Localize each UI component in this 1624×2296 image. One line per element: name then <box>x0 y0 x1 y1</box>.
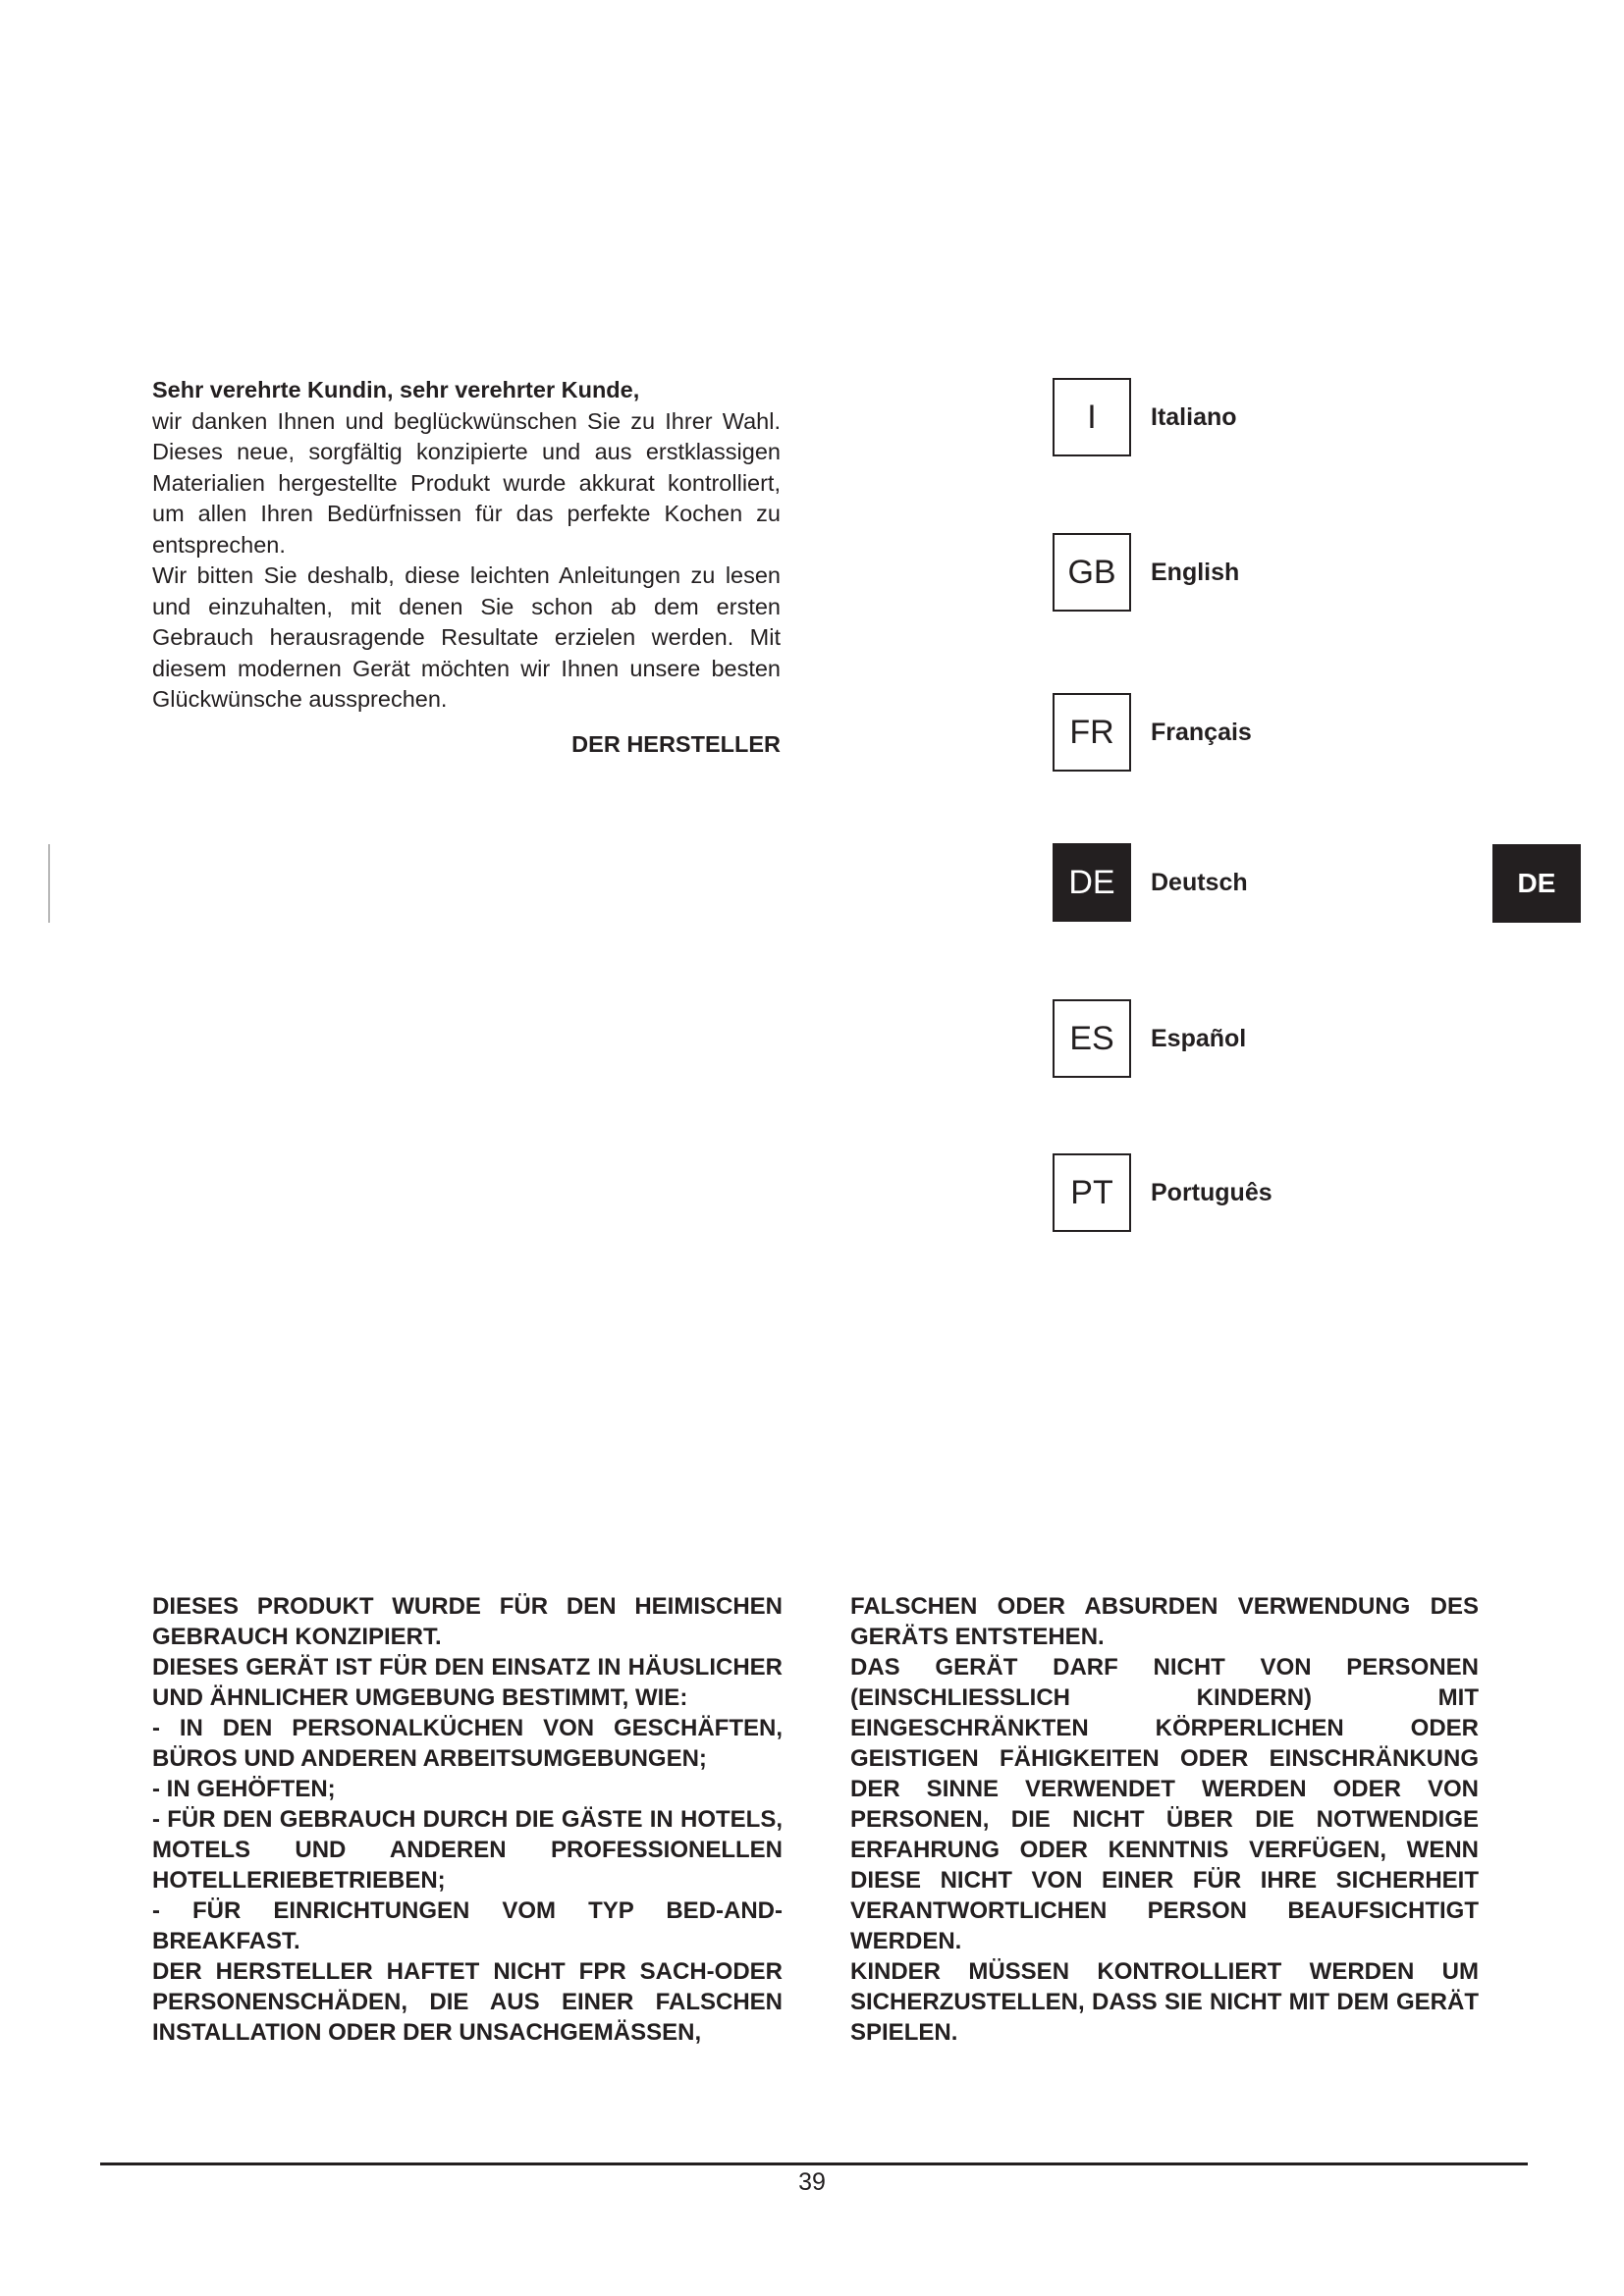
language-item-portugues[interactable] <box>1053 1153 1272 1232</box>
intro-paragraph: Wir bitten Sie deshalb, diese leichten Anleitungen zu lesen und einzuhalten, mit denen Sie schon ab dem ersten Gebrauch herausragende Resultate erzielen werden. Mit diesem modernen Gerät möchten wir Ihnen unsere besten Glückwünsche aussprechen. <box>152 562 781 712</box>
language-name: Italiano <box>1151 402 1237 431</box>
language-code-box: I <box>1053 378 1131 456</box>
safety-notice-paragraph: - IN DEN PERSONALKÜCHEN VON GESCHÄFTEN, BÜROS UND ANDEREN ARBEITSUMGEBUNGEN; <box>152 1715 783 1772</box>
safety-notice-paragraph: DAS GERÄT DARF NICHT VON PERSONEN (EINSCHLIESSLICH KINDERN) MIT EINGESCHRÄNKTEN KÖRPERLICHEN ODER GEISTIGEN FÄHIGKEITEN ODER EINSCHRÄNKUNG DER SINNE VERWENDET WERDEN ODER VON PERSONEN, DIE NICHT ÜBER DIE NOTWENDIGE ERFAHRUNG ODER KENNTNIS VERFÜGEN, WENN DIESE NICHT VON EINER FÜR IHRE SICHERHEIT VERANTWORTLICHEN PERSON BEAUFSICHTIGT WERDEN. <box>850 1654 1479 1954</box>
section-thumb-tab[interactable]: DE <box>1492 844 1581 923</box>
language-name: Deutsch <box>1151 868 1248 896</box>
language-code-box-active: DE <box>1053 843 1131 922</box>
language-name: English <box>1151 558 1240 586</box>
language-name: Español <box>1151 1024 1247 1052</box>
language-item-english[interactable] <box>1053 533 1239 612</box>
language-item-francais[interactable] <box>1053 693 1252 772</box>
safety-notice-paragraph: DIESES GERÄT IST FÜR DEN EINSATZ IN HÄUSLICHER UND ÄHNLICHER UMGEBUNG BESTIMMT, WIE: <box>152 1654 783 1711</box>
safety-notice-paragraph: DIESES PRODUKT WURDE FÜR DEN HEIMISCHEN GEBRAUCH KONZIPIERT. <box>152 1593 783 1650</box>
intro-signature: DER HERSTELLER <box>571 730 781 757</box>
language-code-box: PT <box>1053 1153 1131 1232</box>
margin-marker <box>48 844 50 923</box>
language-item-espanol[interactable] <box>1053 999 1246 1078</box>
safety-notice-paragraph: - FÜR EINRICHTUNGEN VOM TYP BED-AND-BREAKFAST. <box>152 1897 783 1954</box>
language-item-deutsch[interactable] <box>1053 843 1248 922</box>
language-name: Français <box>1151 718 1252 746</box>
safety-notice-paragraph: - IN GEHÖFTEN; <box>152 1776 336 1802</box>
safety-notice-paragraph: FALSCHEN ODER ABSURDEN VERWENDUNG DES GERÄTS ENTSTEHEN. <box>850 1593 1479 1650</box>
language-code-box: FR <box>1053 693 1131 772</box>
page-number: 39 <box>798 2168 826 2196</box>
intro-letter <box>152 375 781 760</box>
safety-notice-left-column <box>152 1591 783 2048</box>
safety-notice-right-column <box>850 1591 1479 2048</box>
intro-paragraph: wir danken Ihnen und beglückwünschen Sie zu Ihrer Wahl. Dieses neue, sorgfältig konzipierte und aus erstklassigen Materialien hergestellte Produkt wurde akkurat kontrolliert, um allen Ihren Bedürfnissen für das perfekte Kochen zu entsprechen. <box>152 407 781 558</box>
safety-notice-paragraph: KINDER MÜSSEN KONTROLLIERT WERDEN UM SICHERZUSTELLEN, DASS SIE NICHT MIT DEM GERÄT SPIELEN. <box>850 1958 1479 2046</box>
language-item-italiano[interactable] <box>1053 378 1237 456</box>
language-code-box: ES <box>1053 999 1131 1078</box>
safety-notice-paragraph: DER HERSTELLER HAFTET NICHT FPR SACH-ODER PERSONENSCHÄDEN, DIE AUS EINER FALSCHEN INSTALLATION ODER DER UNSACHGEMÄSSEN, <box>152 1958 783 2046</box>
language-name: Português <box>1151 1178 1272 1206</box>
language-code-box: GB <box>1053 533 1131 612</box>
safety-notice-paragraph: - FÜR DEN GEBRAUCH DURCH DIE GÄSTE IN HOTELS, MOTELS UND ANDEREN PROFESSIONELLEN HOTELLERIEBETRIEBEN; <box>152 1806 783 1894</box>
intro-salutation: Sehr verehrte Kundin, sehr verehrter Kunde, <box>152 377 640 402</box>
